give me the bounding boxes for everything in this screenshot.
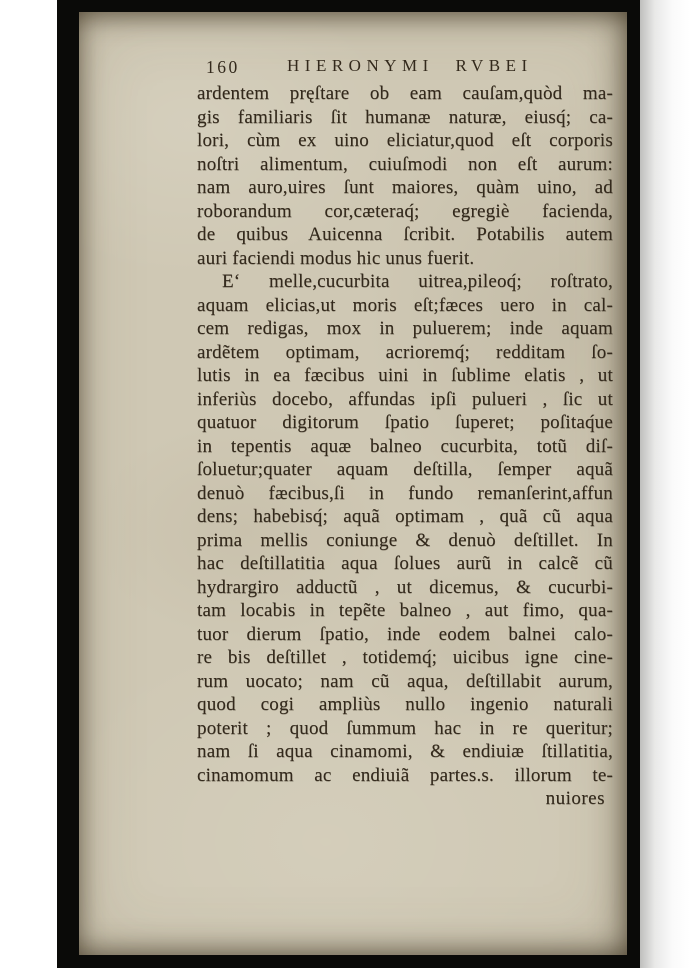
text-block [197,82,613,787]
text-line: tuor dierum ſpatio, inde eodem balnei calo- [197,623,613,645]
text-line: prima mellis coniunge & denuò deſtillet. In [197,529,613,551]
text-line: aquam elicias,ut moris eſt;fæces uero in cal- [197,294,613,316]
text-line: nam auro,uires ſunt maiores, quàm uino, ad [197,177,613,198]
page-number: 160 [206,57,240,77]
text-line: lutis in ea fæcibus uini in ſublime elatis , ut [197,365,613,386]
running-header [79,12,627,82]
text-line: denuò fæcibus,ſi in fundo remanſerint,affun [197,482,613,504]
text-line: gis familiaris ſit humanæ naturæ, eiusq́; ca- [197,106,613,128]
text-line: ardẽtem optimam, acrioremq́; redditam ſo- [197,341,613,363]
text-line: poterit ; quod ſummum hac in re queritur; [197,717,613,739]
catchword: nuiores [545,788,605,809]
scan-frame [57,0,640,968]
left-margin [0,0,57,976]
text-line: lori, cùm ex uino eliciatur,quod eſt corporis [197,130,613,151]
text-line: quod cogi ampliùs nullo ingenio naturali [197,694,613,715]
text-line: ardentem pręſtare ob eam cauſam,quòd ma- [197,83,613,104]
text-line: re bis deſtillet , totidemq́; uicibus igne cine- [197,647,613,668]
text-line: auri faciendi modus hic unus fuerit. [197,247,475,269]
text-line: nam ſi aqua cinamomi, & endiuiæ ſtillatitia, [197,741,613,762]
text-line: in tepentis aquæ balneo cucurbita, totũ diſ- [197,435,613,457]
text-line: E‘ melle,cucurbita uitrea,pileoq́; roſtrato, [222,271,613,292]
text-line: cem redigas, mox in puluerem; inde aquam [197,318,613,339]
text-line: de quibus Auicenna ſcribit. Potabilis autem [197,224,613,245]
bottom-strip [0,968,690,976]
book-page [79,12,627,955]
text-line: tam locabis in tepẽte balneo , aut fimo, qua- [197,600,613,621]
text-line: inferiùs docebo, affundas ipſi pulueri , ſic ut [197,388,613,410]
text-line: roborandum cor,cæteraq́; egregiè facienda, [197,200,613,222]
running-title: HIERONYMI RVBEI [287,56,533,75]
text-line: hydrargiro adductũ , ut dicemus, & cucurbi- [197,576,613,598]
text-line: ſoluetur;quater aquam deſtilla, ſemper aquã [197,459,613,480]
text-line: cinamomum ac endiuiã partes.s. illorum te- [197,764,613,786]
text-line: quatuor digitorum ſpatio ſuperet; poſitaq́ue [197,412,613,433]
right-margin [640,0,690,976]
text-line: dens; habebisq́; aquã optimam , quã cũ aqua [197,506,613,527]
text-line: noſtri alimentum, cuiuſmodi non eſt aurum: [197,153,613,175]
text-line: rum uocato; nam cũ aqua, deſtillabit aurum, [197,670,613,692]
text-line: hac deſtillatitia aqua ſolues aurũ in calcẽ cũ [197,553,613,574]
